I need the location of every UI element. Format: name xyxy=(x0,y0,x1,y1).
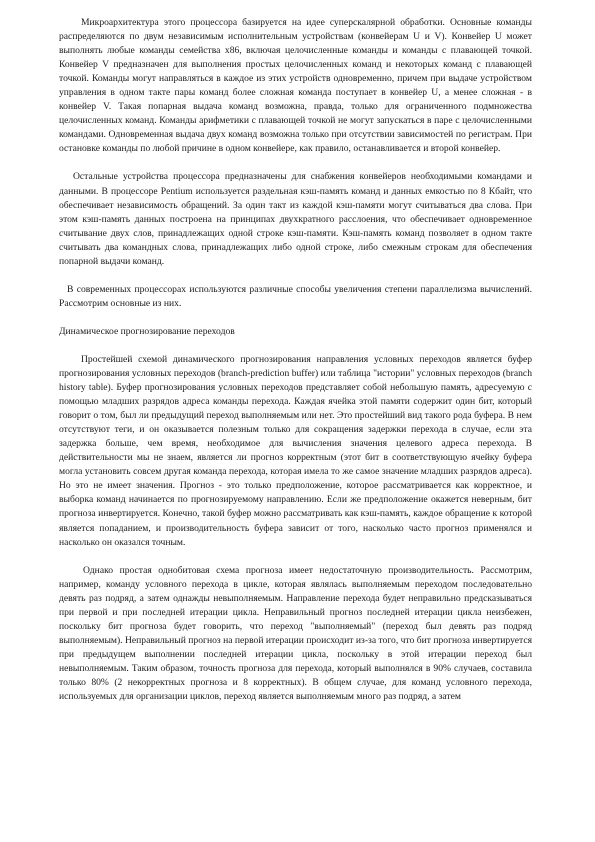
paragraph-branch-prediction-buffer: Простейшей схемой динамического прогнозирования направления условных переходов является буфер прогнозирования условных переходов (branch-prediction buffer) или таблица "истории" условных переходов (branch history table). Буфер прогнозирования условных переходов представляет собой небольшую память, адресуемую с помощью младших разрядов адреса команды перехода. Каждая ячейка этой памяти содержит один бит, который говорит о том, был ли предыдущий переход выполняемым или нет. Это простейший вид такого рода буфера. В нем отсутствуют теги, и он оказывается полезным только для сокращения задержки перехода в случае, если эта задержка больше, чем время, необходимое для вычисления значения целевого адреса перехода. В действительности мы не знаем, является ли прогноз корректным (этот бит в соответствующую ячейку буфера могла установить совсем другая команда перехода, которая имела то же самое значение младших разрядов адреса). Но это не имеет значения. Прогноз - это только предположение, которое рассматривается как корректное, и выборка команд начинается по прогнозируемому направлению. Если же предположение окажется неверным, бит прогноза инвертируется. Конечно, такой буфер можно рассматривать как кэш-память, каждое обращение к которой является попаданием, и производительность буфера зависит от того, насколько часто прогноз применялся и насколько он оказался точным. xyxy=(59,353,532,548)
paragraph-one-bit-scheme: Однако простая однобитовая схема прогноза имеет недостаточную производительность. Рассмотрим, например, команду условного перехода в цикле, которая являлась выполняемым переходом последовательно девять раз подряд, а затем однажды невыполняемым. Направление перехода будет неправильно предсказываться при первой и при последней итерации цикла. Неправильный прогноз последней итерации цикла неизбежен, поскольку бит прогноза будет говорить, что переход "выполняемый" (переход был девять раз подряд выполняемым). Неправильный прогноз на первой итерации происходит из-за того, что бит прогноза инвертируется при предыдущем выполнении последней итерации цикла, поскольку в этой итерации переход был невыполняемым. Таким образом, точность прогноза для перехода, который выполнялся в 90% случаев, составила только 80% (2 некорректных прогноза и 8 корректных). В общем случае, для команд условного перехода, используемых для организации циклов, переход является выполняемым много раз подряд, а затем xyxy=(59,564,532,703)
section-heading-branch-prediction: Динамическое прогнозирование переходов xyxy=(59,325,235,337)
paragraph-superscalar-microarchitecture: Микроархитектура этого процессора базируется на идее суперскалярной обработки. Основные команды распределяются по двум независимым исполнительным устройствам (конвейерам U и V). Конвейер U может выполнять любые команды семейства x86, включая целочисленные команды и команды с плавающей точкой. Конвейер V предназначен для выполнения простых целочисленных команд и некоторых команд с плавающей точкой. Команды могут направляться в каждое из этих устройств одновременно, причем при выдаче устройством управления в одном такте пары команд более сложная команда поступает в конвейер U, а менее сложная - в конвейер V. Такая попарная выдача команд возможна, правда, только для ограниченного подмножества целочисленных команд. Команды арифметики с плавающей точкой не могут запускаться в паре с целочисленными командами. Одновременная выдача двух команд возможна только при отсутствии зависимостей по регистрам. При остановке команды по любой причине в одном конвейере, как правило, останавливается и второй конвейер. xyxy=(59,17,532,155)
document-page xyxy=(59,16,532,704)
paragraph-cache-memory: Остальные устройства процессора предназначены для снабжения конвейеров необходимыми командами и данными. В процессоре Pentium используется раздельная кэш-память команд и данных емкостью по 8 Кбайт, что обеспечивает независимость обращений. За один такт из каждой кэш-памяти могут считываться два слова. При этом кэш-память данных построена на принципах двухкратного расслоения, что обеспечивает одновременное считывание двух слов, принадлежащих одной строке кэш-памяти. Кэш-память команд позволяет в одном такте считывать два командных слова, принадлежащих либо одной строке, либо смежным строкам для обеспечения попарной выдачи команд. xyxy=(59,171,532,267)
paragraph-parallelism-intro: В современных процессорах используются различные способы увеличения степени параллелизма вычислений. Рассмотрим основные из них. xyxy=(59,283,532,309)
